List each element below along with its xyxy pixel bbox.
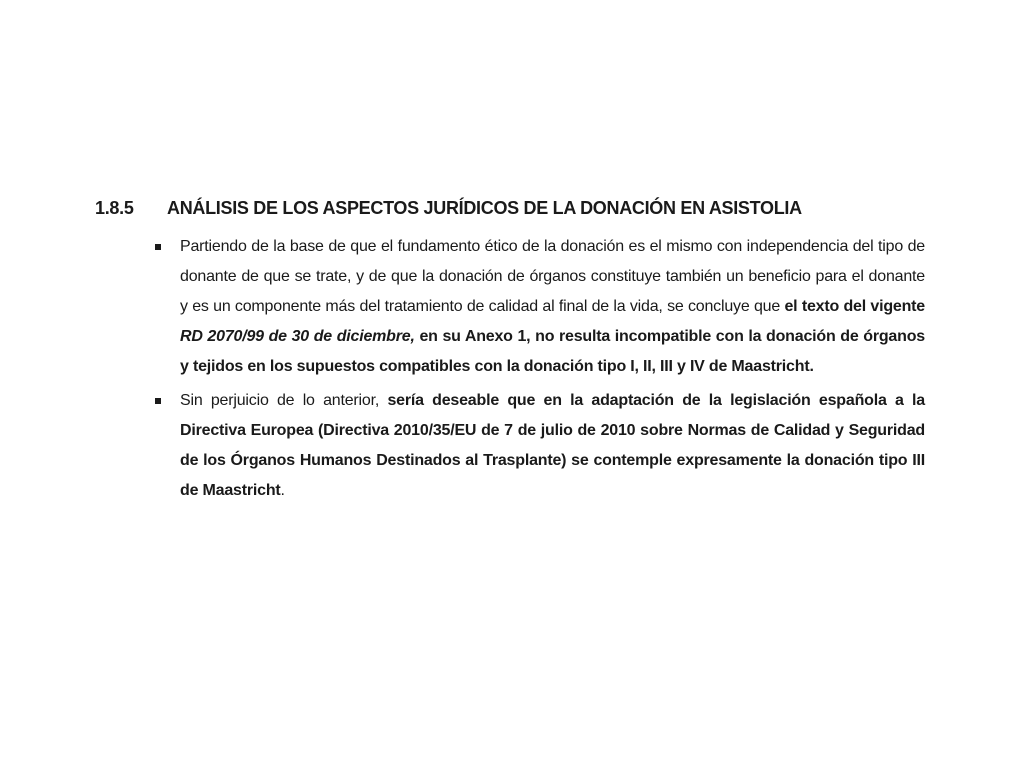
bullet-bold-text: el texto del vigente: [784, 298, 926, 315]
section-number: 1.8.5: [95, 198, 134, 218]
bullet-text: Partiendo de la base de que el fundamento ético de la donación es el mismo con independencia del tipo de donante de que se trate, y de que la donación de órganos constituye también un beneficio para el donante y es un componente más del tratamiento de calidad al final de la vida, se concluye que: [180, 238, 925, 315]
bullet-list: [95, 232, 925, 506]
section-title: ANÁLISIS DE LOS ASPECTOS JURÍDICOS DE LA DONACIÓN EN ASISTOLIA: [167, 198, 802, 218]
list-item: [180, 386, 925, 506]
bullet-bold-text: en su Anexo 1, no resulta incompatible con la donación de órganos y tejidos en los supuestos compatibles con la donación tipo I, II, III y IV de Maastricht.: [180, 328, 925, 375]
bullet-text: Sin perjuicio de lo anterior,: [180, 392, 388, 409]
document-section: [95, 196, 925, 510]
bullet-bold-text: sería deseable que en la adaptación de la legislación española a la Directiva Europea (Directiva 2010/35/EU de 7 de julio de 2010 sobre Normas de Calidad y Seguridad de los Órganos Humanos Destinados al Trasplante) se contemple expresamente la donación tipo III de Maastricht: [180, 392, 925, 499]
bullet-bold-italic-text: RD 2070/99 de 30 de diciembre,: [180, 328, 415, 345]
bullet-square-icon: [155, 398, 161, 404]
bullet-square-icon: [155, 244, 161, 250]
list-item: [180, 232, 925, 382]
section-heading: [95, 196, 925, 220]
bullet-text: .: [280, 482, 285, 499]
